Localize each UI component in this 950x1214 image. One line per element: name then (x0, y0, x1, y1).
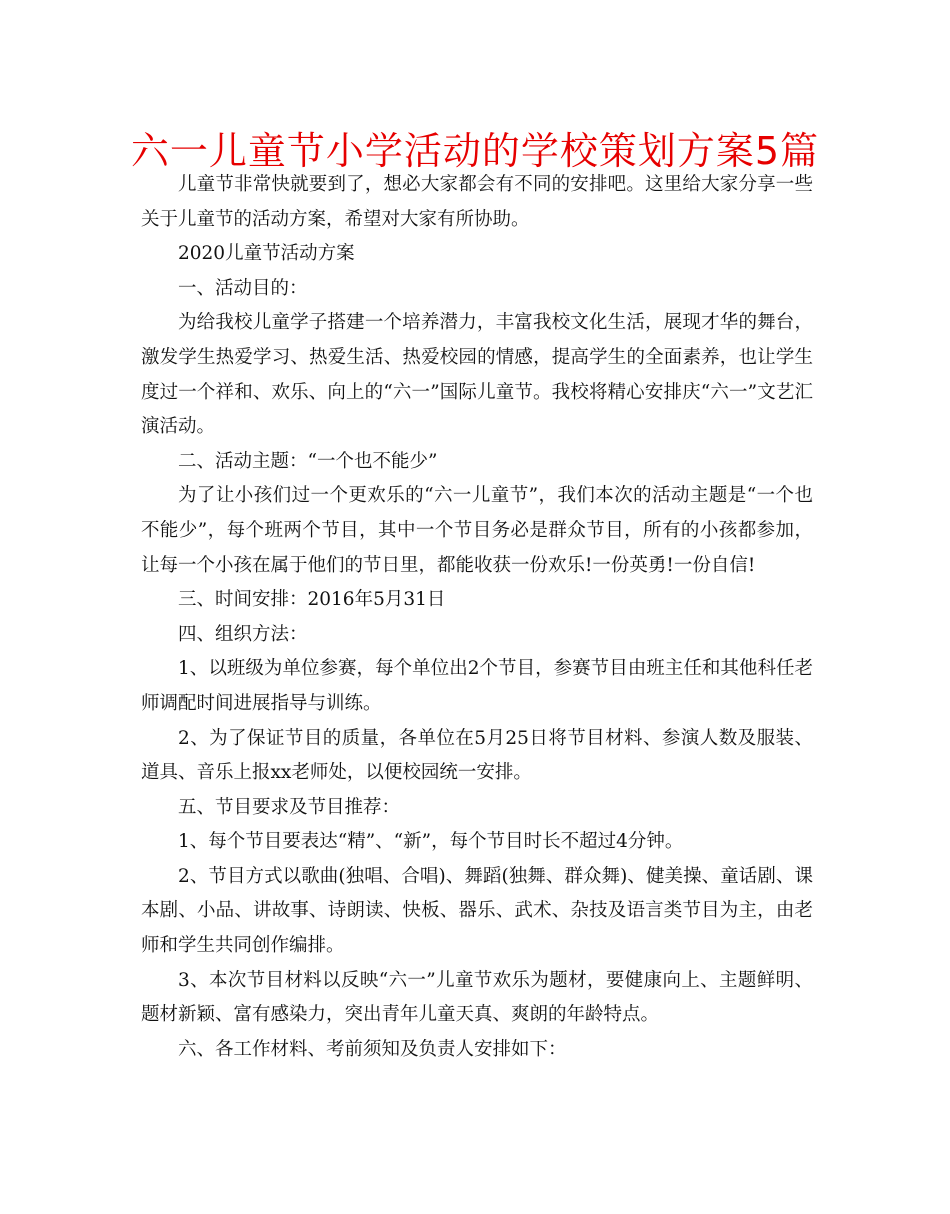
section-heading-purpose: 一、活动目的： (178, 277, 308, 299)
paragraph-requirements-2: 2、节目方式以歌曲(独唱、合唱)、舞蹈(独舞、群众舞)、健美操、童话剧、课本剧、小品、讲故事、诗朗读、快板、器乐、武术、杂技及语言类节目为主，由老师和学生共同创作编排。 (141, 865, 813, 957)
section-heading-schedule: 三、时间安排：2016年5月31日 (178, 589, 446, 611)
section-heading-requirements: 五、节目要求及节目推荐： (178, 796, 401, 818)
paragraph-plan-heading: 2020儿童节活动方案 (178, 243, 355, 265)
section-heading-organization: 四、组织方法： (178, 623, 308, 645)
paragraph-organization-2: 2、为了保证节目的质量，各单位在5月25日将节目材料、参演人数及服装、道具、音乐上报xx老师处，以便校园统一安排。 (141, 727, 813, 784)
section-heading-theme: 二、活动主题：“一个也不能少” (178, 450, 438, 472)
paragraph-requirements-1: 1、每个节目要表达“精”、“新”，每个节目时长不超过4分钟。 (178, 831, 684, 853)
paragraph-organization-1: 1、以班级为单位参赛，每个单位出2个节目，参赛节目由班主任和其他科任老师调配时间进展指导与训练。 (141, 658, 813, 714)
document-body (141, 168, 813, 1067)
paragraph-purpose: 为给我校儿童学子搭建一个培养潜力，丰富我校文化生活，展现才华的舞台，激发学生热爱学习、热爱生活、热爱校园的情感，提高学生的全面素养，也让学生度过一个祥和、欢乐、向上的“六一”国际儿童节。我校将精心安排庆“六一”文艺汇演活动。 (141, 312, 813, 438)
section-heading-assignments: 六、各工作材料、考前须知及负责人安排如下： (178, 1038, 567, 1060)
paragraph-intro: 儿童节非常快就要到了，想必大家都会有不同的安排吧。这里给大家分享一些关于儿童节的活动方案，希望对大家有所协助。 (141, 174, 813, 230)
document-title: 六一儿童节小学活动的学校策划方案5篇 (130, 129, 820, 173)
paragraph-requirements-3: 3、本次节目材料以反映“六一”儿童节欢乐为题材，要健康向上、主题鲜明、题材新颖、富有感染力，突出青年儿童天真、爽朗的年龄特点。 (141, 969, 813, 1026)
paragraph-theme: 为了让小孩们过一个更欢乐的“六一儿童节”，我们本次的活动主题是“一个也不能少”，每个班两个节目，其中一个节目务必是群众节目，所有的小孩都参加，让每一个小孩在属于他们的节日里，都能收获一份欢乐!一份英勇!一份自信! (141, 485, 813, 576)
